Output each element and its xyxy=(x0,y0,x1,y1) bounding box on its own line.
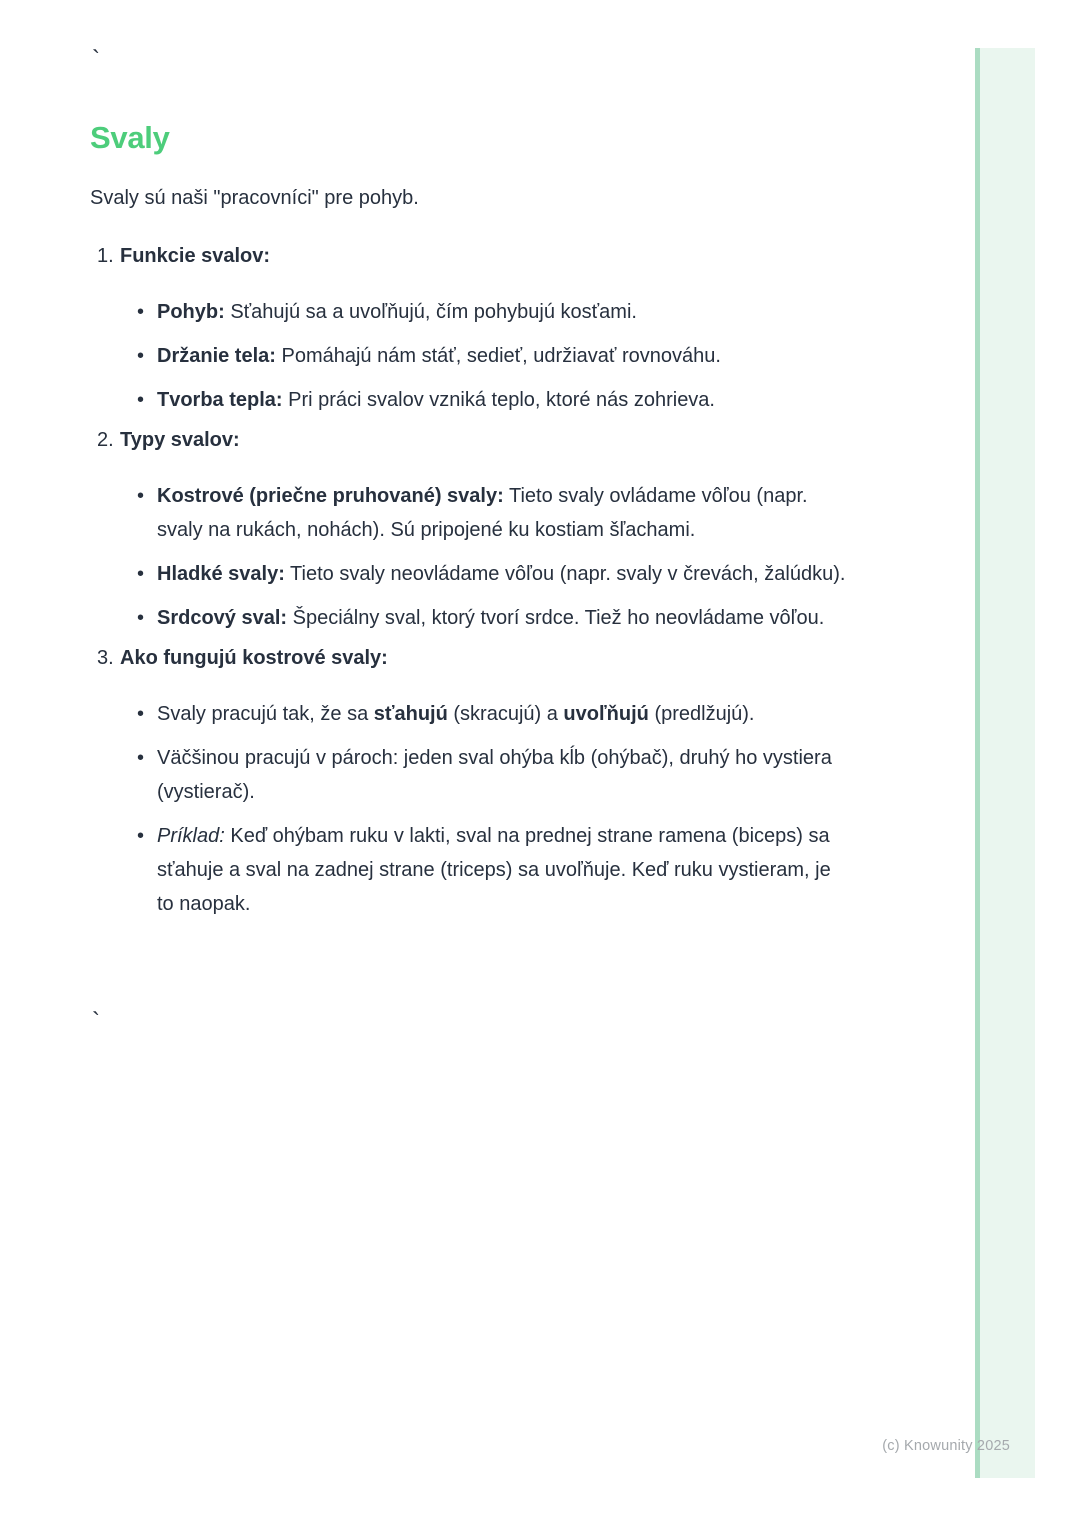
document-content xyxy=(90,120,850,931)
text-segment-normal: Sťahujú sa a uvoľňujú, čím pohybujú kosťami. xyxy=(224,301,637,323)
text-segment-normal: (skracujú) a xyxy=(447,703,564,725)
bullet-icon: • xyxy=(137,563,145,585)
list-item xyxy=(90,479,850,547)
list-item-text xyxy=(157,697,850,731)
bullet-icon: • xyxy=(137,703,145,725)
section-number: 3. xyxy=(97,647,114,669)
bullet-list xyxy=(90,697,850,921)
numbered-section xyxy=(90,427,850,635)
list-item-text xyxy=(157,741,850,809)
bullet-icon: • xyxy=(137,607,145,629)
text-segment-normal: Väčšinou pracujú v pároch: jeden sval ohýba kĺb (ohýbač), druhý ho vystiera (vystierač). xyxy=(157,747,832,803)
text-segment-normal: Tieto svaly ovládame vôľou (napr. svaly na rukách, nohách). Sú pripojené ku kostiam šľachami. xyxy=(157,485,808,541)
text-segment-bold: Hladké svaly: xyxy=(157,563,285,585)
bullet-icon: • xyxy=(137,485,145,507)
list-item xyxy=(90,383,850,417)
list-item-text xyxy=(157,557,850,591)
section-heading-text: Typy svalov: xyxy=(120,429,240,451)
text-segment-normal: Pomáhajú nám stáť, sedieť, udržiavať rovnováhu. xyxy=(275,345,721,367)
text-segment-bold: uvoľňujú xyxy=(563,703,649,725)
section-number: 2. xyxy=(97,429,114,451)
stray-backtick-top: ` xyxy=(92,46,100,73)
text-segment-normal: Pri práci svalov vzniká teplo, ktoré nás zohrieva. xyxy=(282,389,715,411)
list-item-text xyxy=(157,383,850,417)
stray-backtick-bottom: ` xyxy=(92,1008,100,1035)
bullet-icon: • xyxy=(137,345,145,367)
list-item xyxy=(90,697,850,731)
section-heading xyxy=(90,427,850,454)
page-title: Svaly xyxy=(90,120,170,155)
section-number: 1. xyxy=(97,245,114,267)
list-item-text xyxy=(157,339,850,373)
text-segment-normal: Tieto svaly neovládame vôľou (napr. svaly v črevách, žalúdku). xyxy=(284,563,846,585)
list-item xyxy=(90,741,850,809)
list-item-text xyxy=(157,295,850,329)
text-segment-bold: Kostrové (priečne pruhované) svaly: xyxy=(157,485,504,507)
list-item xyxy=(90,295,850,329)
text-segment-normal: Špeciálny sval, ktorý tvorí srdce. Tiež ho neovládame vôľou. xyxy=(287,607,825,629)
bullet-icon: • xyxy=(137,747,145,769)
list-item xyxy=(90,339,850,373)
text-segment-bold: Srdcový sval: xyxy=(157,607,288,629)
section-heading xyxy=(90,243,850,270)
bullet-list xyxy=(90,295,850,417)
list-item xyxy=(90,819,850,921)
text-segment-normal: Svaly pracujú tak, že sa xyxy=(157,703,374,725)
bullet-icon: • xyxy=(137,389,145,411)
bullet-icon: • xyxy=(137,825,145,847)
text-segment-italic: Príklad: xyxy=(157,825,225,847)
text-segment-bold: Pohyb: xyxy=(157,301,225,323)
bullet-icon: • xyxy=(137,301,145,323)
section-heading-text: Funkcie svalov: xyxy=(120,245,271,267)
copyright-footer: (c) Knowunity 2025 xyxy=(882,1438,1010,1454)
right-accent-stripe xyxy=(975,48,1035,1478)
text-segment-bold: Držanie tela: xyxy=(157,345,276,367)
list-item xyxy=(90,557,850,591)
text-segment-bold: sťahujú xyxy=(373,703,448,725)
intro-paragraph: Svaly sú naši "pracovníci" pre pohyb. xyxy=(90,187,419,209)
text-segment-normal: (predlžujú). xyxy=(648,703,755,725)
section-heading xyxy=(90,645,850,672)
list-item-text xyxy=(157,479,850,547)
numbered-section xyxy=(90,243,850,417)
section-heading-text: Ako fungujú kostrové svaly: xyxy=(120,647,388,669)
list-item-text xyxy=(157,819,850,921)
list-item-text xyxy=(157,601,850,635)
bullet-list xyxy=(90,479,850,635)
numbered-section xyxy=(90,645,850,921)
list-item xyxy=(90,601,850,635)
sections-list xyxy=(90,243,850,921)
text-segment-normal: Keď ohýbam ruku v lakti, sval na prednej strane ramena (biceps) sa sťahuje a sval na zadnej strane (triceps) sa uvoľňuje. Keď ruku vystieram, je to naopak. xyxy=(157,825,831,915)
text-segment-bold: Tvorba tepla: xyxy=(157,389,283,411)
